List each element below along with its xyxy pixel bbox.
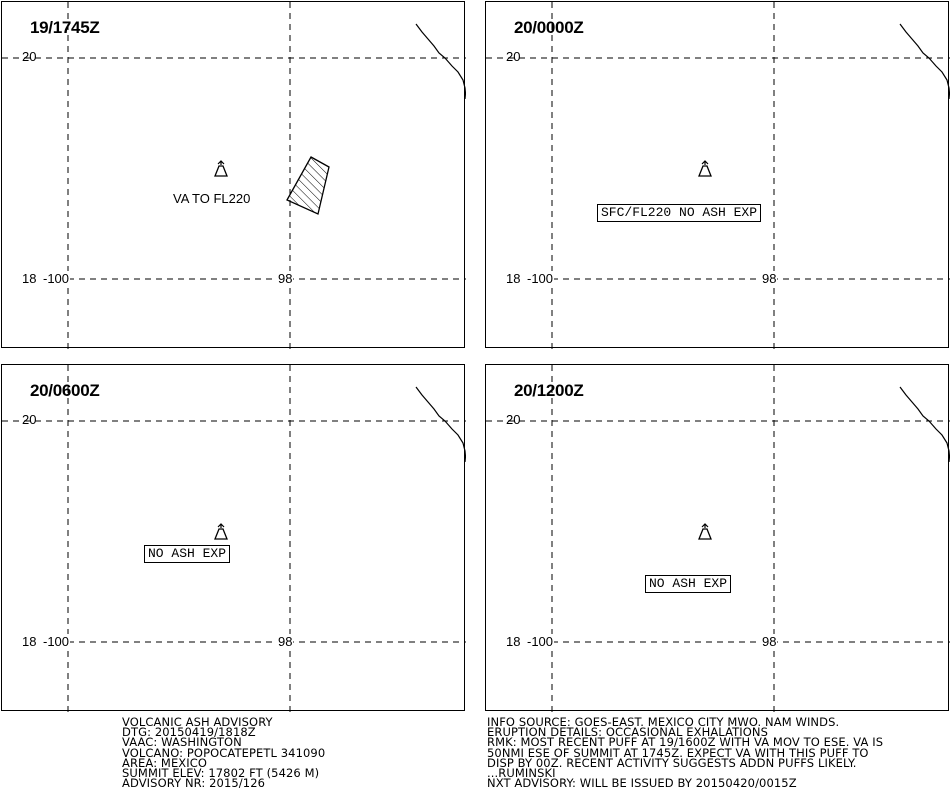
lat-label-top: 20 bbox=[22, 49, 37, 64]
volcano-icon bbox=[215, 161, 227, 176]
forecast-time: 20/0000Z bbox=[514, 18, 584, 37]
coastline bbox=[416, 387, 466, 462]
ash-forecast-box: SFC/FL220 NO ASH EXP bbox=[597, 204, 761, 222]
map-graticule bbox=[486, 2, 950, 349]
lon-label-right: 98 bbox=[762, 634, 777, 649]
coastline bbox=[900, 24, 950, 99]
advisory-line: DISP BY 00Z. RECENT ACTIVITY SUGGESTS ADDN PUFFS LIKELY. bbox=[487, 755, 857, 770]
lon-label-left: -100 bbox=[43, 634, 70, 649]
volcano-icon bbox=[699, 524, 711, 539]
volcano-icon bbox=[699, 161, 711, 176]
forecast-time: 20/0600Z bbox=[30, 381, 100, 400]
advisory-line: RMK: MOST RECENT PUFF AT 19/1600Z WITH VA MOV TO ESE. VA IS bbox=[487, 735, 884, 750]
map-graticule bbox=[486, 365, 950, 712]
lon-label-left: -100 bbox=[43, 271, 70, 286]
advisory-line: INFO SOURCE: GOES-EAST. MEXICO CITY MWO. NAM WINDS. bbox=[487, 715, 840, 729]
map-graticule bbox=[2, 365, 466, 712]
lat-label-bottom: 18 bbox=[506, 634, 521, 649]
volcano-icon bbox=[215, 524, 227, 539]
map-panel-4 bbox=[485, 364, 949, 711]
ash-height-note: VA TO FL220 bbox=[173, 191, 251, 206]
advisory-line: ...RUMINSKI bbox=[487, 765, 556, 780]
advisory-line: AREA: MEXICO bbox=[122, 755, 208, 770]
lon-label-left: -100 bbox=[527, 271, 554, 286]
ash-cloud-polygon bbox=[287, 157, 329, 214]
forecast-time: 20/1200Z bbox=[514, 381, 584, 400]
map-panel-2 bbox=[485, 1, 949, 348]
map-panel-3 bbox=[1, 364, 465, 711]
lat-label-bottom: 18 bbox=[506, 271, 521, 286]
advisory-details-text bbox=[487, 715, 884, 791]
advisory-line: VOLCANIC ASH ADVISORY bbox=[122, 715, 273, 729]
lat-label-top: 20 bbox=[506, 412, 521, 427]
map-panel-1 bbox=[1, 1, 465, 348]
lon-label-right: 98 bbox=[278, 271, 293, 286]
lat-label-top: 20 bbox=[22, 412, 37, 427]
lon-label-right: 98 bbox=[762, 271, 777, 286]
coastline bbox=[416, 24, 466, 99]
advisory-line: 50NMI ESE OF SUMMIT AT 1745Z. EXPECT VA WITH THIS PUFF TO bbox=[487, 745, 869, 760]
forecast-time: 19/1745Z bbox=[30, 18, 100, 37]
advisory-line: ERUPTION DETAILS: OCCASIONAL EXHALATIONS bbox=[487, 725, 769, 740]
advisory-line: VAAC: WASHINGTON bbox=[122, 735, 242, 750]
lat-label-bottom: 18 bbox=[22, 271, 37, 286]
lat-label-bottom: 18 bbox=[22, 634, 37, 649]
advisory-line: SUMMIT ELEV: 17802 FT (5426 M) bbox=[122, 765, 320, 780]
ash-forecast-box: NO ASH EXP bbox=[645, 575, 731, 593]
advisory-line: ADVISORY NR: 2015/126 bbox=[122, 776, 266, 791]
advisory-line: VOLCANO: POPOCATEPETL 341090 bbox=[122, 745, 326, 760]
lat-label-top: 20 bbox=[506, 49, 521, 64]
map-graticule bbox=[2, 2, 466, 349]
advisory-header-text bbox=[122, 715, 326, 791]
ash-forecast-box: NO ASH EXP bbox=[144, 545, 230, 563]
advisory-line: DTG: 20150419/1818Z bbox=[122, 725, 256, 740]
coastline bbox=[900, 387, 950, 462]
advisory-line: NXT ADVISORY: WILL BE ISSUED BY 20150420/0015Z bbox=[487, 776, 797, 791]
lon-label-right: 98 bbox=[278, 634, 293, 649]
lon-label-left: -100 bbox=[527, 634, 554, 649]
